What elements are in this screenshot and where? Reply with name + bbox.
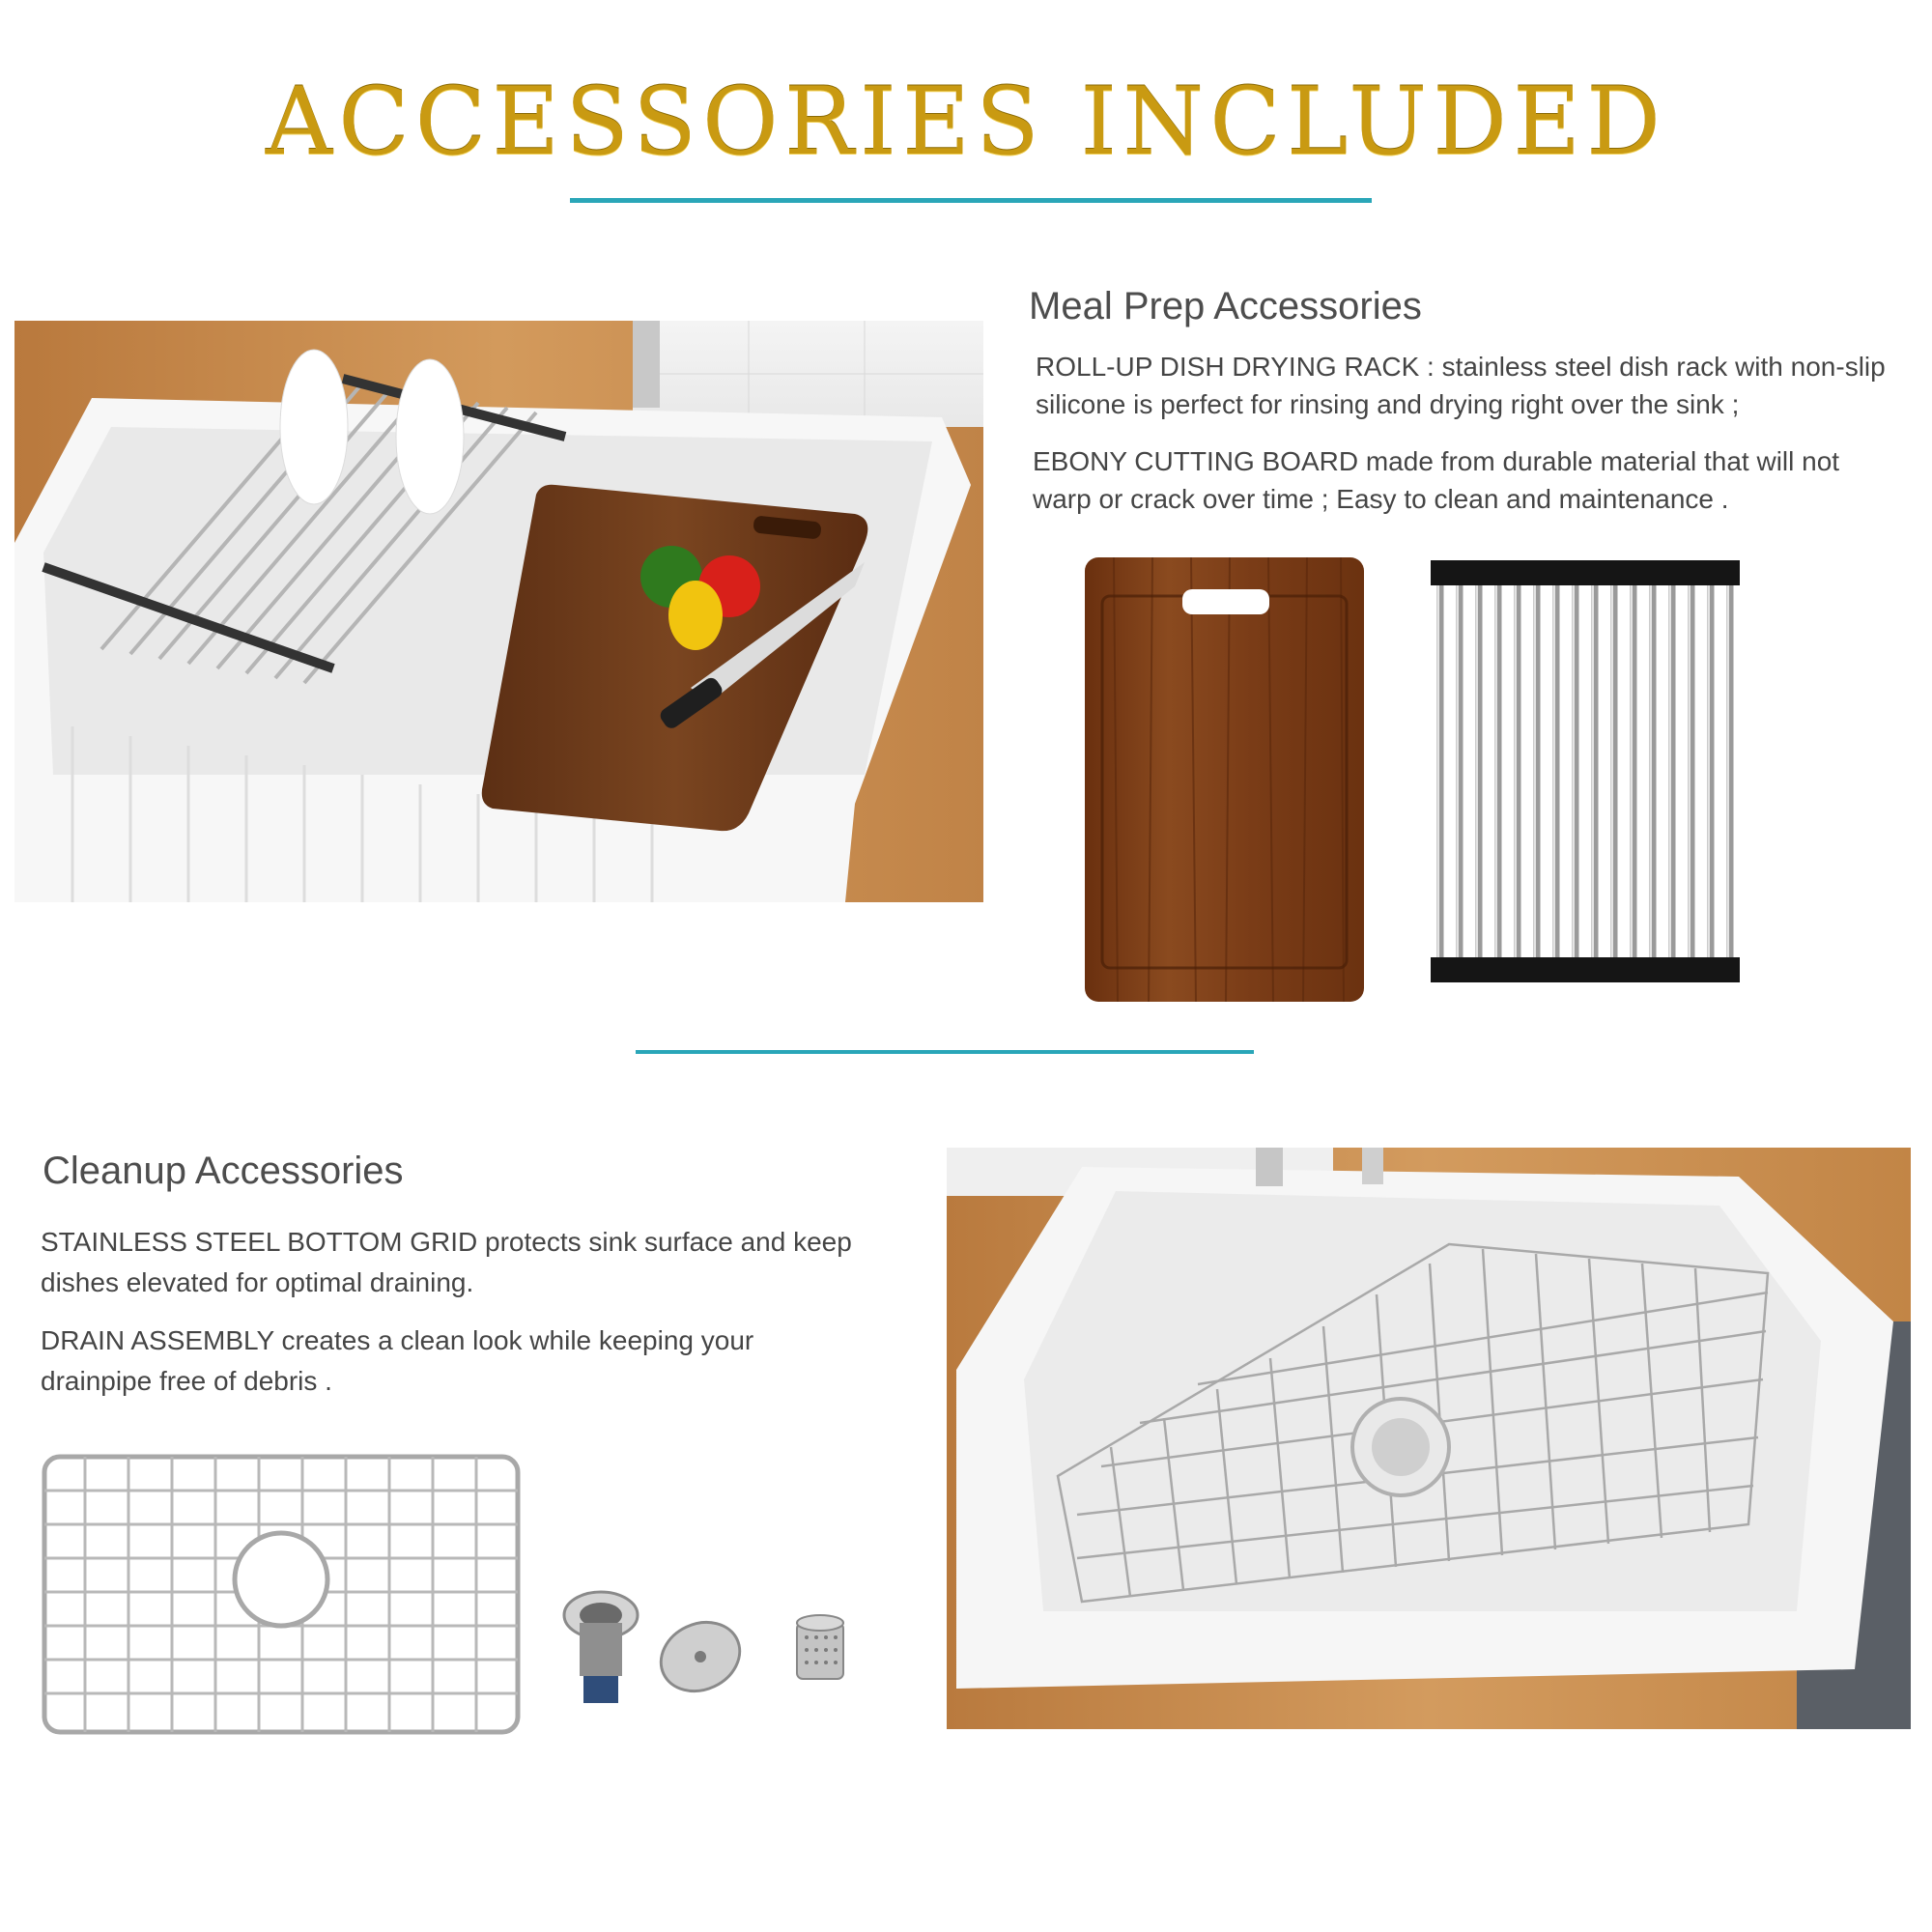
sink-photo xyxy=(14,321,983,902)
meal-prep-heading: Meal Prep Accessories xyxy=(1029,285,1422,327)
cleanup-paragraph-drain: DRAIN ASSEMBLY creates a clean look while keeping your drainpipe free of debris . xyxy=(41,1325,754,1396)
drain-assembly-illustration xyxy=(560,1584,860,1719)
dish-rack-icon xyxy=(1431,560,1740,982)
meal-prep-paragraph-rack: ROLL-UP DISH DRYING RACK : stainless steel dish rack with non-slip silicone is perfect for rinsing and drying right over the sink ; xyxy=(1036,352,1886,419)
cleanup-heading: Cleanup Accessories xyxy=(43,1150,404,1192)
title-divider xyxy=(570,198,1372,203)
cleanup-paragraph-grid: STAINLESS STEEL BOTTOM GRID protects sink surface and keep dishes elevated for optimal draining. xyxy=(41,1227,852,1297)
page-title: ACCESSORIES INCLUDED xyxy=(265,68,1667,176)
bottom-grid-icon xyxy=(42,1454,521,1735)
meal-prep-paragraph-board: EBONY CUTTING BOARD made from durable material that will not warp or crack over time ; Easy to clean and maintenance . xyxy=(1033,446,1840,514)
sink-with-grid-illustration xyxy=(947,1148,1911,1729)
sink-with-board-illustration xyxy=(14,321,983,902)
drain-assembly-icon xyxy=(560,1584,860,1719)
cutting-board-illustration xyxy=(1085,557,1364,1002)
bottom-grid-illustration xyxy=(42,1454,521,1735)
sink-grid-photo xyxy=(947,1148,1911,1729)
cutting-board-icon xyxy=(1085,557,1364,1002)
section-divider xyxy=(636,1050,1254,1054)
dish-rack-illustration xyxy=(1431,560,1740,982)
